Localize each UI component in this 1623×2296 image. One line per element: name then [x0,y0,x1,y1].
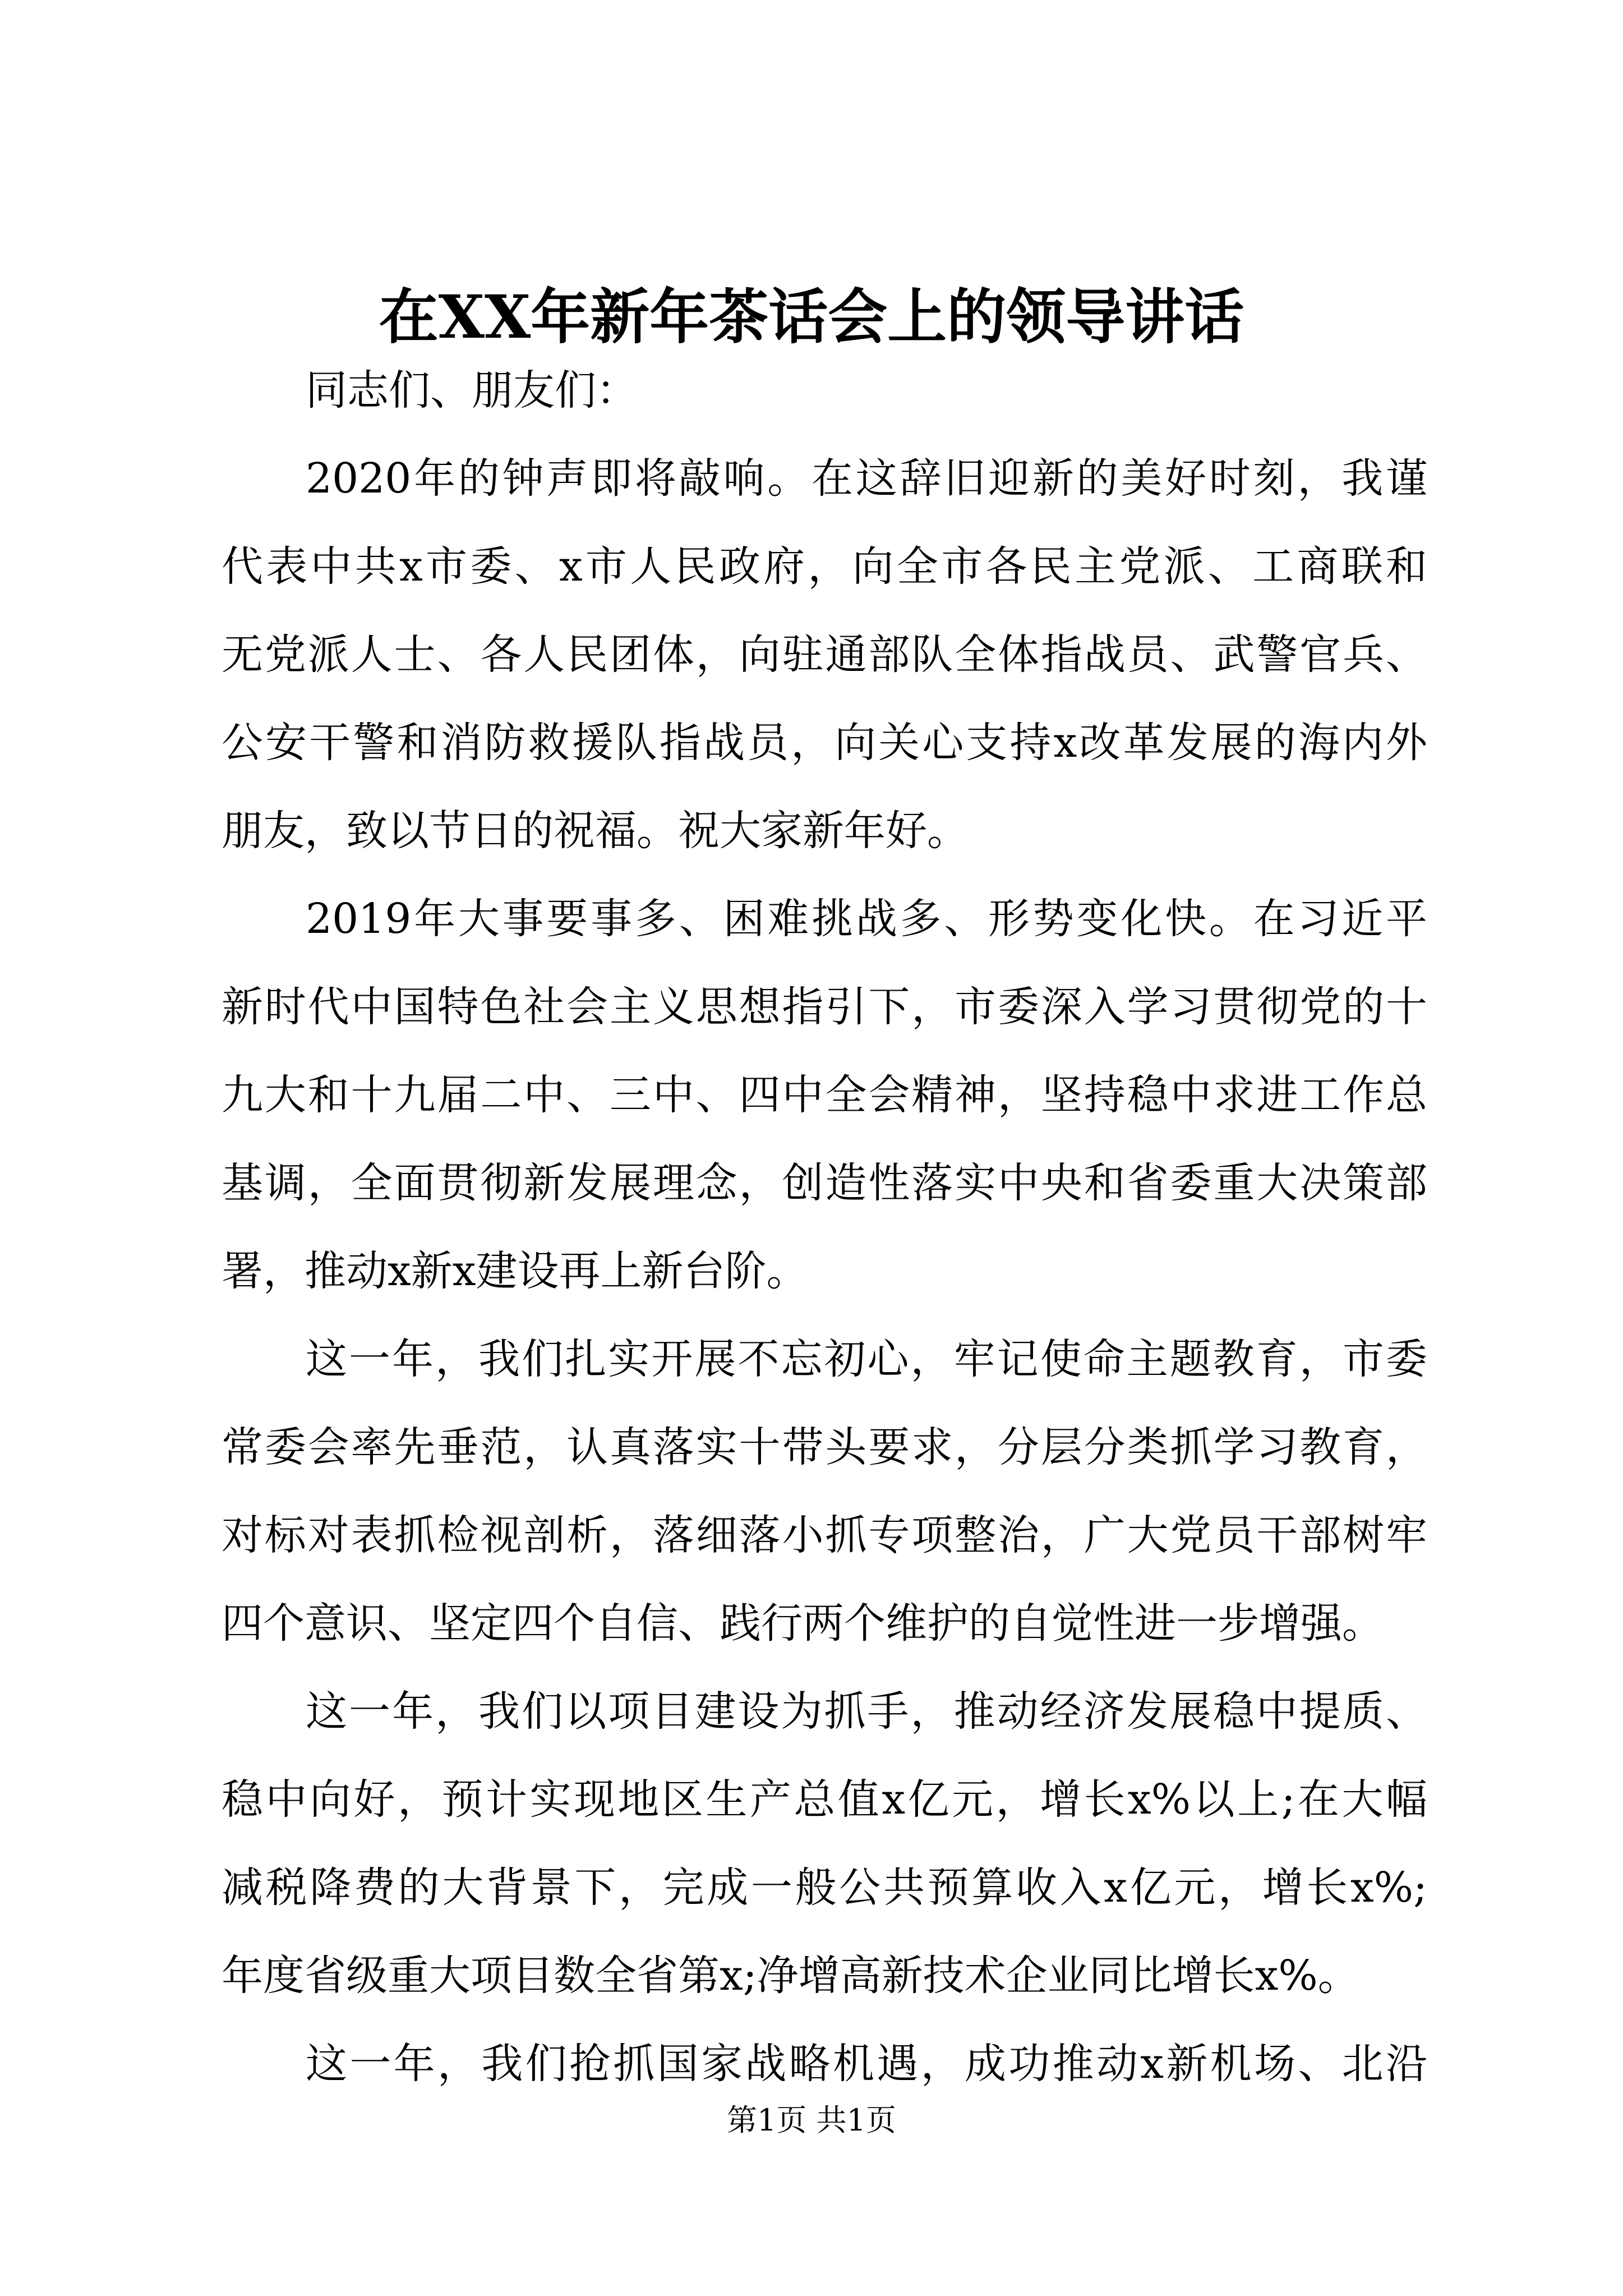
document-body [222,347,1427,2108]
paragraph-4 [222,1668,1427,2020]
paragraph-line: 常委会率先垂范，认真落实十带头要求，分层分类抓学习教育， [222,1423,1427,1471]
paragraph-line: 基调，全面贯彻新发展理念，创造性落实中央和省委重大决策部 [222,1159,1427,1207]
paragraph-line: 2019年大事要事多、困难挑战多、形势变化快。在习近平 [306,895,1427,943]
paragraph-line: 年度省级重大项目数全省第x;净增高新技术企业同比增长x%。 [222,1952,1359,2000]
paragraph-line: 新时代中国特色社会主义思想指引下，市委深入学习贯彻党的十 [222,983,1427,1031]
paragraph-line: 公安干警和消防救援队指战员，向关心支持x改革发展的海内外 [222,719,1427,767]
paragraph-line: 减税降费的大背景下，完成一般公共预算收入x亿元，增长x%; [222,1864,1427,1912]
paragraph-1 [222,435,1427,875]
paragraph-3 [222,1315,1427,1668]
page-footer: 第1页 共1页 [727,2102,896,2138]
paragraph-line: 这一年，我们以项目建设为抓手，推动经济发展稳中提质、 [306,1687,1427,1736]
paragraph-line: 2020年的钟声即将敲响。在这辞旧迎新的美好时刻，我谨 [306,454,1427,503]
paragraph-line: 署，推动x新x建设再上新台阶。 [222,1247,808,1295]
paragraph-line: 这一年，我们抢抓国家战略机遇，成功推动x新机场、北沿 [306,2040,1427,2088]
paragraph-5 [222,2020,1427,2108]
paragraph-line: 朋友，致以节日的祝福。祝大家新年好。 [222,807,969,855]
paragraph-line: 这一年，我们扎实开展不忘初心，牢记使命主题教育，市委 [306,1335,1427,1383]
paragraph-line: 对标对表抓检视剖析，落细落小抓专项整治，广大党员干部树牢 [222,1511,1427,1559]
paragraph-line: 四个意识、坚定四个自信、践行两个维护的自觉性进一步增强。 [222,1599,1384,1648]
document-title: 在XX年新年茶话会上的领导讲话 [379,282,1244,352]
salutation: 同志们、朋友们： [306,366,638,415]
paragraph-2 [222,875,1427,1315]
paragraph-line: 代表中共x市委、x市人民政府，向全市各民主党派、工商联和 [222,542,1427,591]
paragraph-line: 稳中向好，预计实现地区生产总值x亿元，增长x%以上;在大幅 [222,1775,1427,1824]
paragraph-line: 九大和十九届二中、三中、四中全会精神，坚持稳中求进工作总 [222,1071,1427,1119]
paragraph-line: 无党派人士、各人民团体，向驻通部队全体指战员、武警官兵、 [222,631,1427,679]
